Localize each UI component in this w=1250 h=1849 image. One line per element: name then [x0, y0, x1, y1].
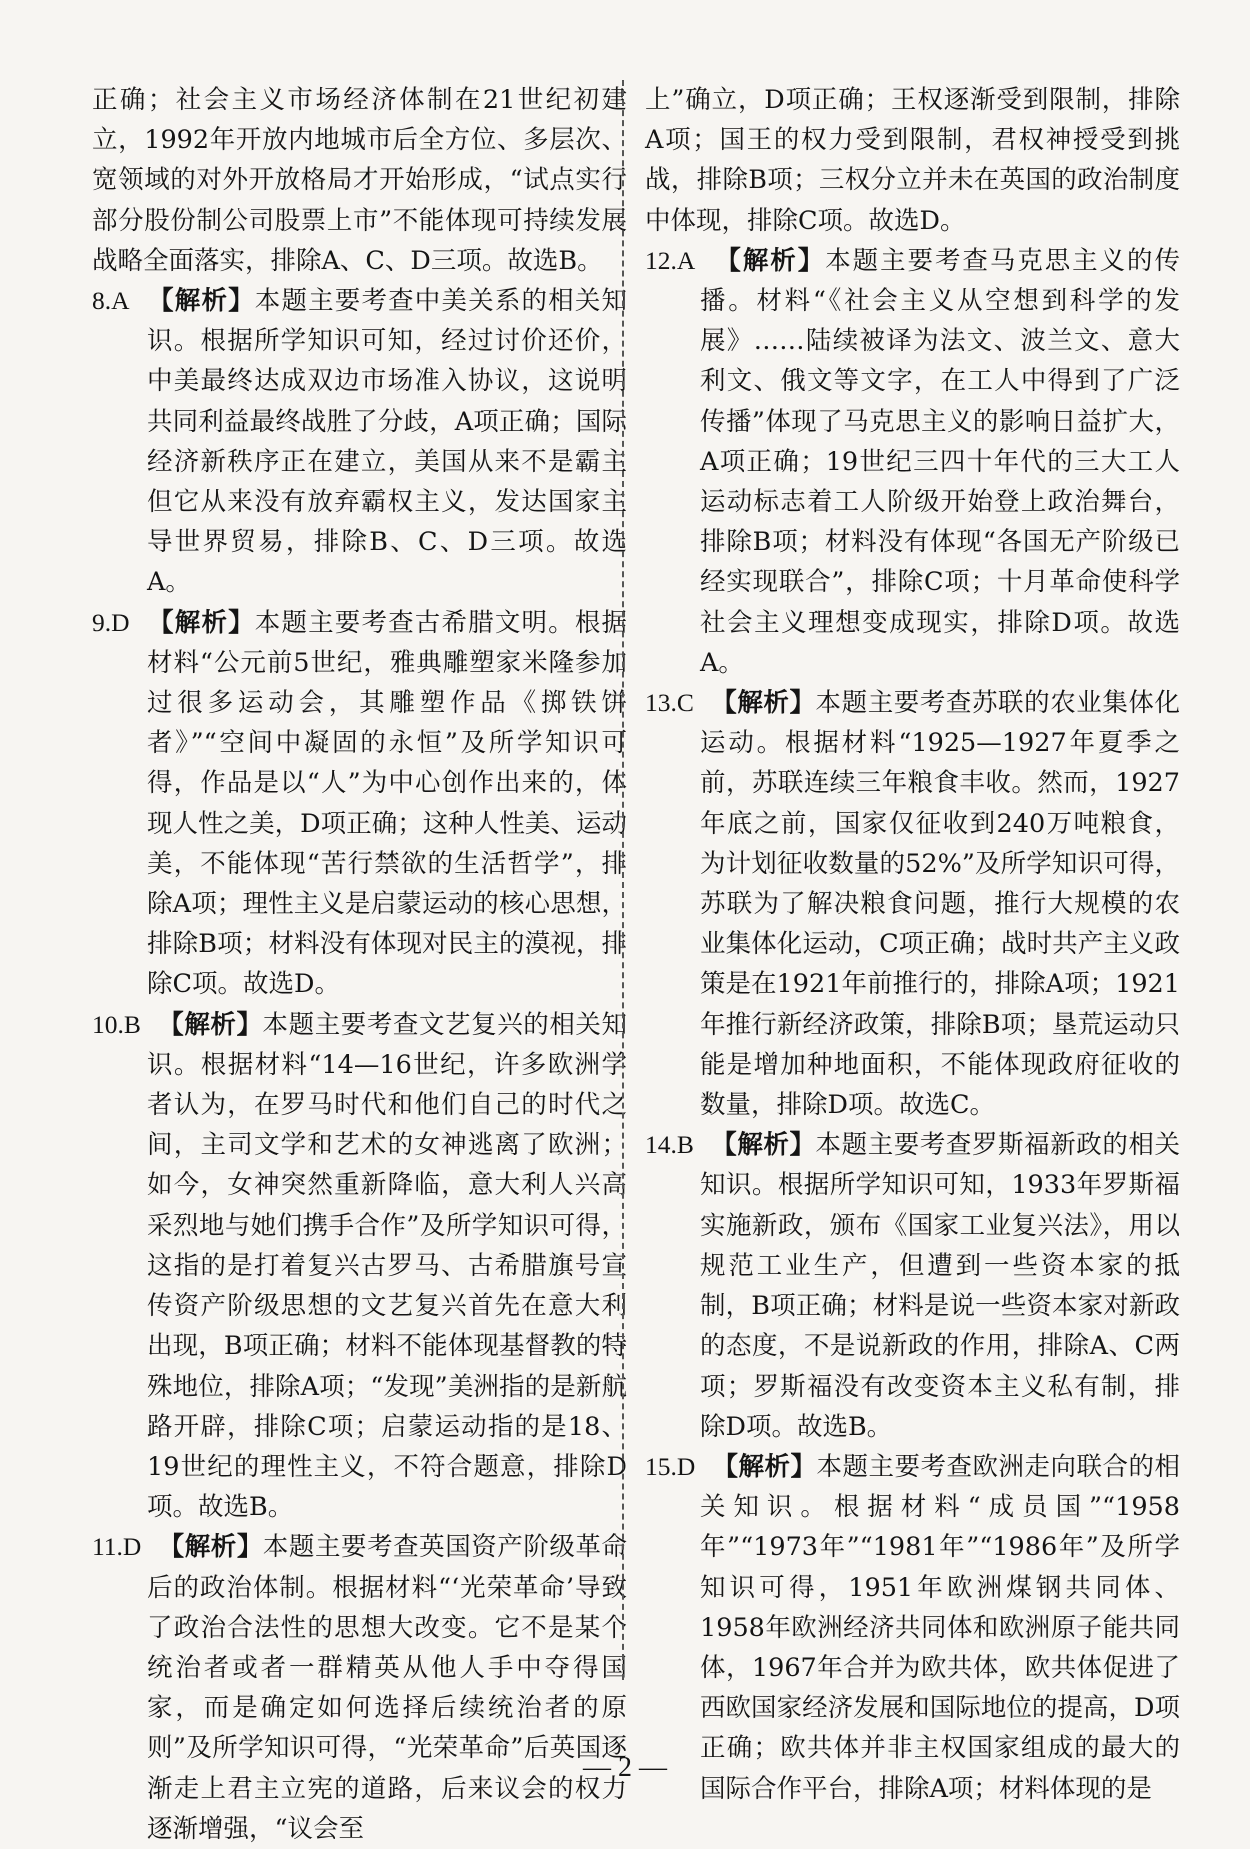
answer-text: 本题主要考查中美关系的相关知识。根据所学知识可知，经过讨价还价，中美最终达成双边市场准入协议，这说明共同利益最终战胜了分歧，A项正确；国际经济新秩序正在建立，美国从来不是霸主但它从来没有放弃霸权主义，发达国家主导世界贸易，排除B、C、D三项。故选A。	[147, 286, 627, 598]
right-intro-paragraph: 上”确立，D项正确；王权逐渐受到限制，排除A项；国王的权力受到限制，君权神授受到挑战，排除B项；三权分立并未在英国的政治制度中体现，排除C项。故选D。	[645, 85, 1180, 236]
analysis-tag: 【解析】	[148, 607, 255, 638]
answer-item-10	[92, 1005, 627, 1528]
column-divider	[622, 80, 624, 1680]
answer-text: 本题主要考查罗斯福新政的相关知识。根据所学知识可知，1933年罗斯福实施新政，颁布《国家工业复兴法》，用以规范工业生产，但遭到一些资本家的抵制，B项正确；材料是说一些资本家对新政的态度，不是说新政的作用，排除A、C两项；罗斯福没有改变资本主义私有制，排除D项。故选B。	[700, 1130, 1180, 1442]
right-column	[645, 80, 1180, 1809]
answer-item-12	[645, 241, 1180, 683]
answer-text: 本题主要考查苏联的农业集体化运动。根据材料“1925—1927年夏季之前，苏联连续三年粮食丰收。然而，1927年底之前，国家仅征收到240万吨粮食，为计划征收数量的52%”及所学知识可得，苏联为了解决粮食问题，推行大规模的农业集体化运动，C项正确；战时共产主义政策是在1921年前推行的，排除A项；1921年推行新经济政策，排除B项；垦荒运动只能是增加种地面积，不能体现政府征收的数量，排除D项。故选C。	[700, 688, 1180, 1121]
page-number: — 2 —	[583, 1752, 667, 1783]
answer-number: 10.B	[92, 1009, 141, 1039]
analysis-tag: 【解析】	[158, 1009, 263, 1040]
answer-item-9	[92, 603, 627, 1005]
answer-text: 本题主要考查马克思主义的传播。材料“《社会主义从空想到科学的发展》……陆续被译为法文、波兰文、意大利文、俄文等文字，在工人中得到了广泛传播”体现了马克思主义的影响日益扩大，A项正确；19世纪三四十年代的三大工人运动标志着工人阶级开始登上政治舞台，排除B项；材料没有体现“各国无产阶级已经实现联合”，排除C项；十月革命使科学社会主义理想变成现实，排除D项。故选A。	[700, 245, 1180, 678]
analysis-tag: 【解析】	[148, 286, 255, 317]
answer-number: 9.D	[92, 607, 130, 637]
answer-item-11	[92, 1527, 627, 1849]
analysis-tag: 【解析】	[715, 245, 826, 276]
answer-number: 15.D	[645, 1451, 696, 1481]
answer-number: 12.A	[645, 245, 696, 275]
answer-text: 本题主要考查英国资产阶级革命后的政治体制。根据材料“‘光荣革命’导致了政治合法性的思想大改变。它不是某个统治者或者一群精英从他人手中夺得国家，而是确定如何选择后续统治者的原则”及所学知识可得，“光荣革命”后英国逐渐走上君主立宪的道路，后来议会的权力逐渐增强，“议会至	[147, 1532, 627, 1844]
answer-number: 14.B	[645, 1130, 694, 1160]
left-column	[92, 80, 627, 1849]
answer-item-13	[645, 683, 1180, 1125]
answer-number: 11.D	[92, 1532, 142, 1562]
answer-text: 本题主要考查古希腊文明。根据材料“公元前5世纪，雅典雕塑家米隆参加过很多运动会，其雕塑作品《掷铁饼者》”“空间中凝固的永恒”及所学知识可得，作品是以“人”为中心创作出来的，体现人性之美，D项正确；这种人性美、运动美，不能体现“苦行禁欲的生活哲学”，排除A项；理性主义是启蒙运动的核心思想，排除B项；材料没有体现对民主的漠视，排除C项。故选D。	[147, 607, 627, 1000]
analysis-tag: 【解析】	[711, 1130, 816, 1161]
answer-number: 8.A	[92, 286, 130, 316]
answer-text: 本题主要考查欧洲走向联合的相关知识。根据材料“成员国”“1958年”“1973年”“1981年”“1986年”及所学知识可得，1951年欧洲煤钢共同体、1958年欧洲经济共同体和欧洲原子能共同体，1967年合并为欧共体，欧共体促进了西欧国家经济发展和国际地位的提高，D项正确；欧共体并非主权国家组成的最大的国际合作平台，排除A项；材料体现的是	[700, 1451, 1180, 1804]
answer-item-8	[92, 281, 627, 603]
analysis-tag: 【解析】	[158, 1532, 263, 1563]
answer-item-14	[645, 1125, 1180, 1447]
left-intro-paragraph: 正确；社会主义市场经济体制在21世纪初建立，1992年开放内地城市后全方位、多层次、宽领域的对外开放格局才开始形成，“试点实行部分股份制公司股票上市”不能体现可持续发展战略全面落实，排除A、C、D三项。故选B。	[92, 85, 627, 276]
answer-text: 本题主要考查文艺复兴的相关知识。根据材料“14—16世纪，许多欧洲学者认为，在罗马时代和他们自己的时代之间，主司文学和艺术的女神逃离了欧洲；如今，女神突然重新降临，意大利人兴高采烈地与她们携手合作”及所学知识可得，这指的是打着复兴古罗马、古希腊旗号宣传资产阶级思想的文艺复兴首先在意大利出现，B项正确；材料不能体现基督教的特殊地位，排除A项；“发现”美洲指的是新航路开辟，排除C项；启蒙运动指的是18、19世纪的理性主义，不符合题意，排除D项。故选B。	[147, 1009, 627, 1523]
analysis-tag: 【解析】	[711, 688, 816, 719]
analysis-tag: 【解析】	[712, 1451, 817, 1482]
answer-number: 13.C	[645, 688, 694, 718]
